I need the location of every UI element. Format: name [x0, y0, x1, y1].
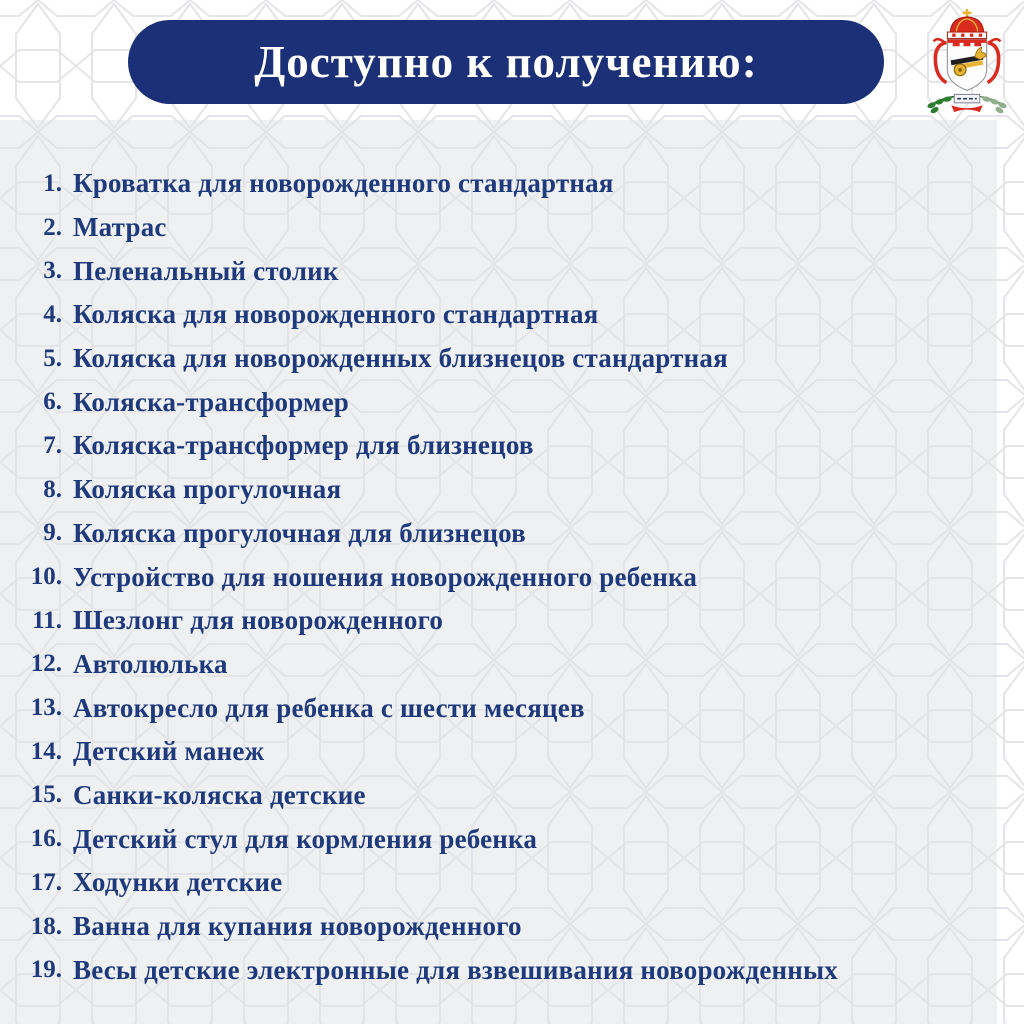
items-list: [20, 162, 1020, 992]
item-label: Шезлонг для новорожденного: [73, 605, 444, 636]
item-number: 12.: [30, 650, 62, 678]
item-label: Автокресло для ребенка с шести месяцев: [73, 692, 585, 723]
title-banner: [128, 20, 884, 104]
item-number: 5.: [43, 344, 62, 372]
list-item: [20, 380, 1020, 424]
list-item: [20, 643, 1020, 687]
item-number: 18.: [30, 912, 62, 940]
item-number: 10.: [30, 563, 62, 591]
item-number: 1.: [43, 169, 62, 197]
bottom-ribbon-icon: [951, 105, 982, 112]
item-number: 8.: [43, 475, 62, 503]
item-label: Детский стул для кормления ребенка: [73, 823, 538, 854]
list-item: [20, 599, 1020, 643]
item-label: Пеленальный столик: [73, 255, 339, 286]
item-number: 19.: [30, 956, 62, 984]
list-item: [20, 555, 1020, 599]
list-item: [20, 686, 1020, 730]
item-label: Матрас: [73, 212, 167, 243]
item-label: Коляска-трансформер: [73, 386, 350, 417]
list-item: [20, 293, 1020, 337]
item-number: 17.: [30, 868, 62, 896]
item-number: 14.: [30, 737, 62, 765]
item-number: 2.: [43, 213, 62, 241]
item-label: Санки-коляска детские: [73, 779, 366, 810]
item-number: 15.: [30, 781, 62, 809]
item-label: Автолюлька: [73, 648, 228, 679]
header: [0, 0, 1024, 120]
coat-of-arms-icon: [916, 8, 1018, 116]
list-item: [20, 162, 1020, 206]
list-item: [20, 249, 1020, 293]
item-label: Коляска прогулочная для близнецов: [73, 517, 526, 548]
item-number: 6.: [43, 388, 62, 416]
list-item: [20, 905, 1020, 949]
list-item: [20, 424, 1020, 468]
item-label: Детский манеж: [73, 736, 265, 767]
item-label: Коляска для новорожденного стандартная: [73, 299, 599, 330]
list-item: [20, 337, 1020, 381]
item-label: Весы детские электронные для взвешивания новорожденных: [73, 954, 839, 985]
item-number: 4.: [43, 300, 62, 328]
item-label: Ванна для купания новорожденного: [73, 911, 522, 942]
list-item: [20, 512, 1020, 556]
item-number: 11.: [32, 606, 62, 634]
item-number: 7.: [43, 431, 62, 459]
item-number: 3.: [43, 257, 62, 285]
list-item: [20, 861, 1020, 905]
item-number: 9.: [43, 519, 62, 547]
item-label: Коляска-трансформер для близнецов: [73, 430, 534, 461]
item-label: Коляска для новорожденных близнецов стандартная: [73, 343, 728, 374]
item-label: Ходунки детские: [73, 867, 283, 898]
item-label: Устройство для ношения новорожденного ребенка: [73, 561, 698, 592]
item-label: Кроватка для новорожденного стандартная: [73, 168, 614, 199]
list-item: [20, 948, 1020, 992]
item-number: 16.: [30, 825, 62, 853]
list-item: [20, 817, 1020, 861]
item-number: 13.: [30, 694, 62, 722]
list-item: [20, 206, 1020, 250]
page-title: Доступно к получению:: [254, 37, 758, 87]
list-item: [20, 774, 1020, 818]
list-item: [20, 468, 1020, 512]
list-item: [20, 730, 1020, 774]
item-label: Коляска прогулочная: [73, 474, 342, 505]
